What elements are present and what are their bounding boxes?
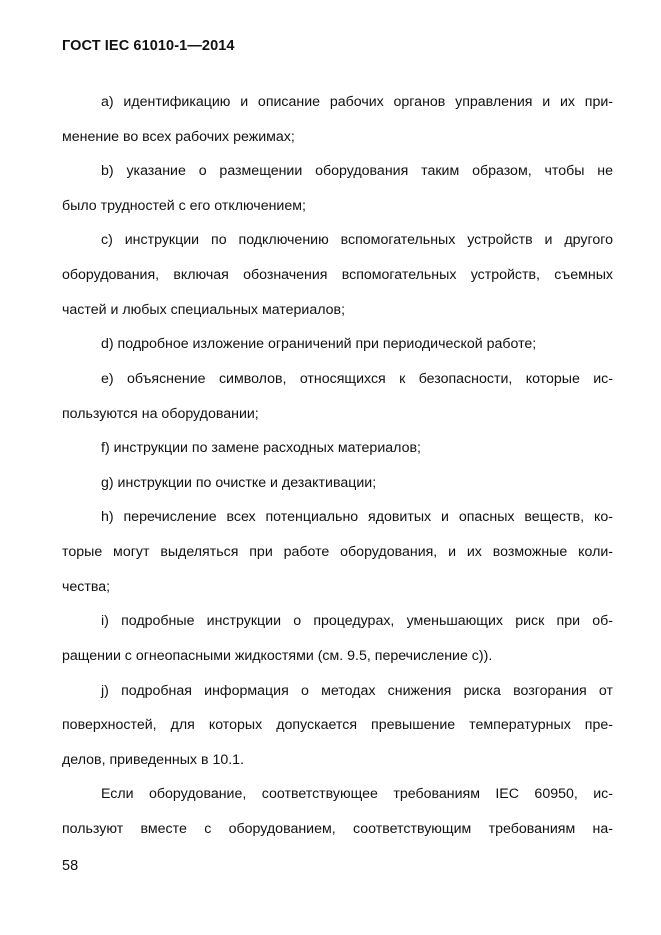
text-line: поверхностей, для которых допускается превышение температурных пре- (62, 717, 613, 734)
text-line: оборудования, включая обозначения вспомогательных устройств, съемных (62, 267, 613, 284)
text-line: d) подробное изложение ограничений при периодической работе; (101, 336, 537, 353)
text-line: пользуют вместе с оборудованием, соответствующим требованиям на- (62, 821, 613, 837)
page-number: 58 (62, 858, 79, 874)
text-line: пользуются на оборудовании; (62, 405, 259, 422)
text-line: i) подробные инструкции о процедурах, уменьшающих риск при об- (101, 613, 613, 630)
text-line: g) инструкции по очистке и дезактивации; (101, 474, 377, 491)
document-code-header: ГОСТ IEC 61010-1—2014 (62, 38, 235, 54)
text-line: было трудностей с его отключением; (62, 197, 306, 214)
text-line: f) инструкции по замене расходных материалов; (101, 440, 421, 457)
text-line: менение во всех рабочих режимах; (62, 128, 295, 145)
text-line: c) инструкции по подключению вспомогательных устройств и другого (101, 232, 613, 249)
text-line: Если оборудование, соответствующее требованиям IEC 60950, ис- (101, 786, 613, 803)
text-line: ращении с огнеопасными жидкостями (см. 9.5, перечисление с)). (62, 647, 493, 664)
text-line: j) подробная информация о методах снижения риска возгорания от (101, 682, 613, 699)
text-line: b) указание о размещении оборудования таким образом, чтобы не (101, 163, 613, 180)
text-line: частей и любых специальных материалов; (62, 301, 346, 318)
text-line: h) перечисление всех потенциально ядовитых и опасных веществ, ко- (101, 509, 613, 526)
text-line: а) идентификацию и описание рабочих органов управления и их при- (101, 94, 613, 110)
text-line: чества; (62, 578, 111, 595)
text-line: делов, приведенных в 10.1. (62, 751, 245, 768)
text-line: торые могут выделяться при работе оборудования, и их возможные коли- (62, 544, 613, 561)
text-line: e) объяснение символов, относящихся к безопасности, которые ис- (101, 370, 613, 387)
